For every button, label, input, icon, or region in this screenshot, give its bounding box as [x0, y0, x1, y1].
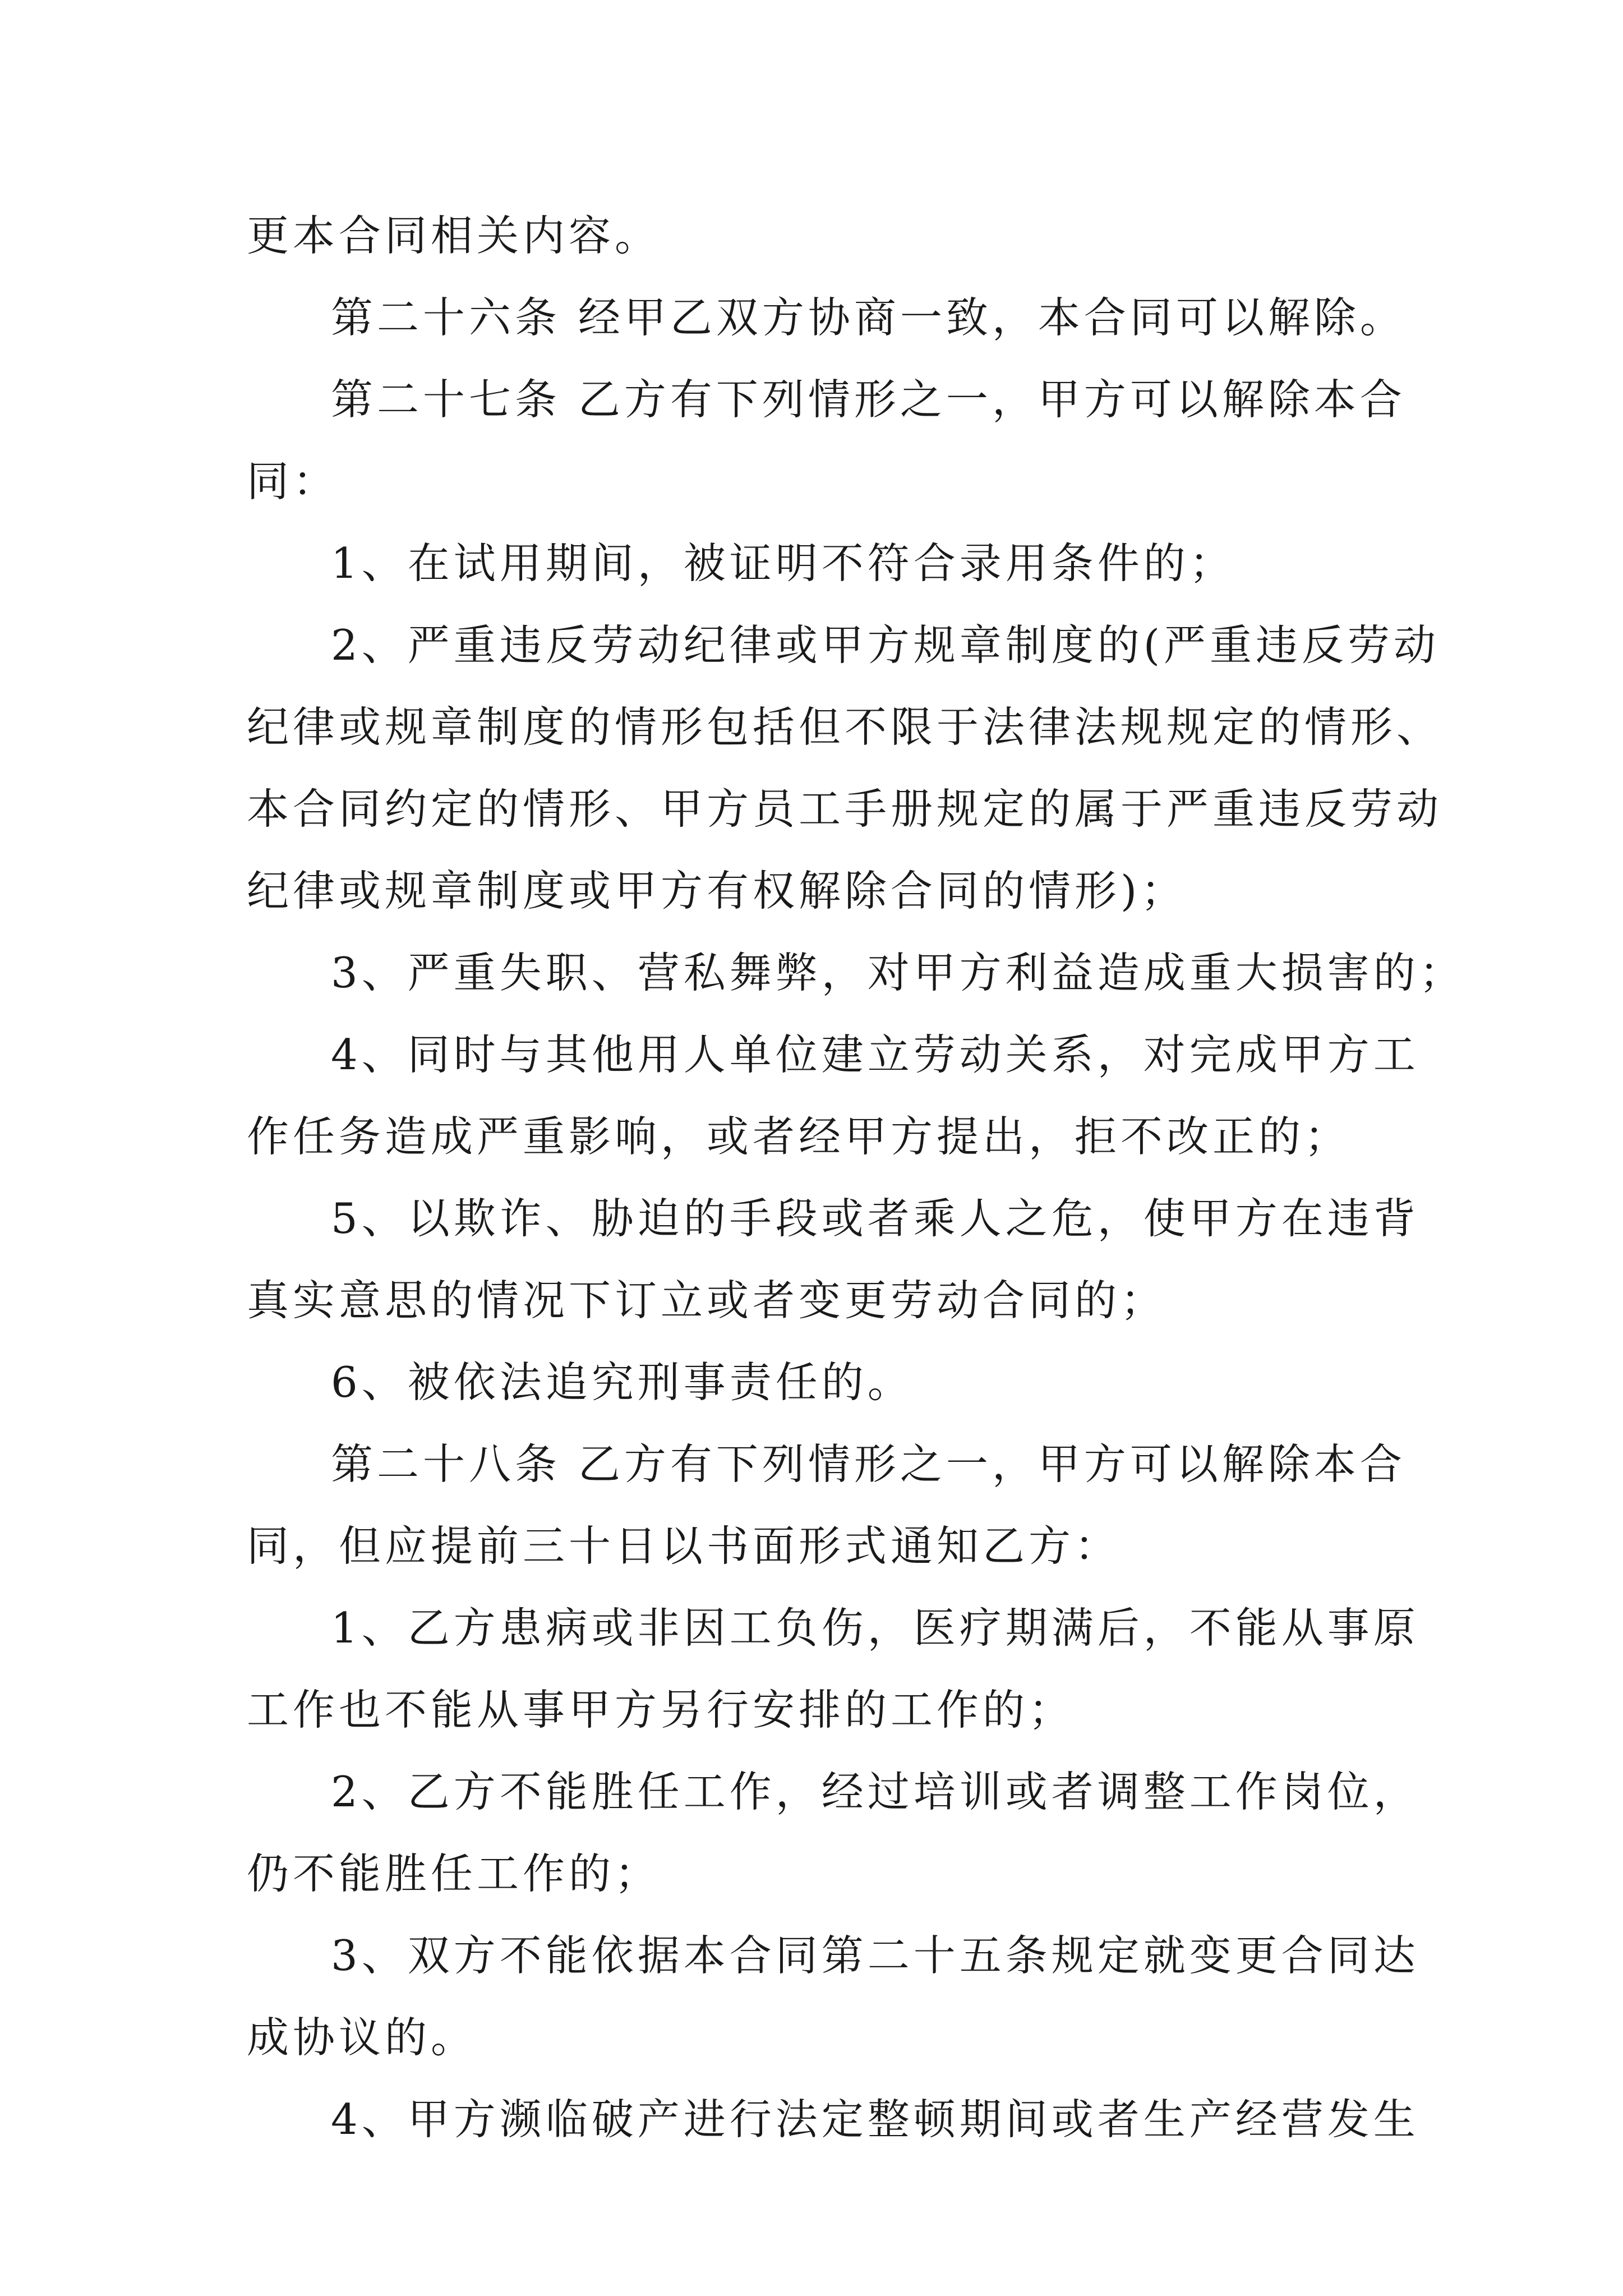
list-item-line: 4、同时与其他用人单位建立劳动关系，对完成甲方工: [331, 1030, 1419, 1079]
paragraph-line: 纪律或规章制度或甲方有权解除合同的情形)；: [247, 866, 1187, 915]
paragraph-line: 同：: [247, 457, 339, 506]
paragraph-line: 工作也不能从事甲方另行安排的工作的；: [247, 1685, 1075, 1734]
list-item-line: 3、严重失职、营私舞弊，对甲方利益造成重大损害的；: [331, 948, 1465, 997]
list-item-line: 4、甲方濒临破产进行法定整顿期间或者生产经营发生: [331, 2095, 1419, 2144]
paragraph-line: 纪律或规章制度的情形包括但不限于法律法规规定的情形、: [247, 702, 1443, 752]
list-item-line: 3、双方不能依据本合同第二十五条规定就变更合同达: [331, 1931, 1419, 1980]
list-item-line: 1、在试用期间，被证明不符合录用条件的；: [331, 539, 1235, 588]
list-item-line: 2、严重违反劳动纪律或甲方规章制度的(严重违反劳动: [331, 620, 1440, 670]
paragraph-line: 作任务造成严重影响，或者经甲方提出，拒不改正的；: [247, 1112, 1351, 1161]
list-item-line: 6、被依法追究刑事责任的。: [331, 1358, 914, 1407]
paragraph-line: 成协议的。: [247, 2013, 477, 2062]
list-item-line: 1、乙方患病或非因工负伤，医疗期满后，不能从事原: [331, 1603, 1419, 1653]
article-26-line: 第二十六条 经甲乙双方协商一致，本合同可以解除。: [331, 293, 1406, 342]
list-item-line: 2、乙方不能胜任工作，经过培训或者调整工作岗位，: [331, 1767, 1419, 1816]
article-27-line: 第二十七条 乙方有下列情形之一，甲方可以解除本合: [331, 375, 1406, 424]
paragraph-line: 同，但应提前三十日以书面形式通知乙方：: [247, 1521, 1121, 1571]
paragraph-line: 本合同约定的情形、甲方员工手册规定的属于严重违反劳动: [247, 784, 1443, 834]
article-28-line: 第二十八条 乙方有下列情形之一，甲方可以解除本合: [331, 1439, 1406, 1489]
list-item-line: 5、以欺诈、胁迫的手段或者乘人之危，使甲方在违背: [331, 1194, 1419, 1243]
paragraph-line: 仍不能胜任工作的；: [247, 1849, 661, 1898]
paragraph-line: 真实意思的情况下订立或者变更劳动合同的；: [247, 1276, 1167, 1325]
paragraph-line: 更本合同相关内容。: [247, 211, 661, 260]
